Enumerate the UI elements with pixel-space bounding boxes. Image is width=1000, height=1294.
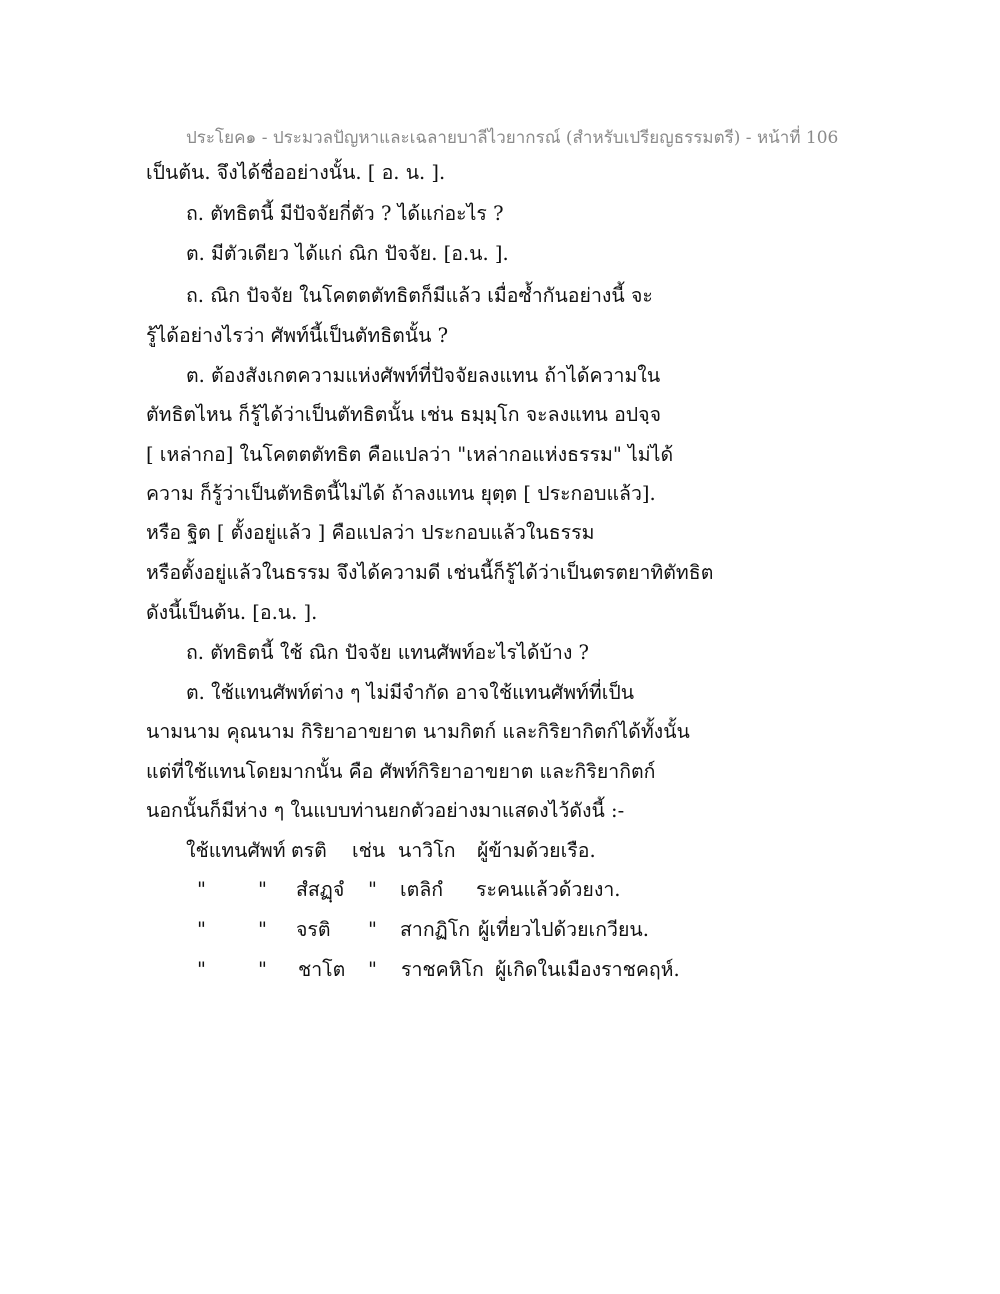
ditto-mark: " (197, 878, 206, 901)
body-line: หรือตั้งอยู่แล้วในธรรม จึงได้ความดี เช่นนี้ก็รู้ได้ว่าเป็นตรตยาทิตัทธิต (146, 561, 714, 584)
ditto-mark: " (197, 918, 206, 941)
table-cell-meaning: ผู้เกิดในเมืองราชคฤห์. (495, 958, 680, 981)
body-line: ต. ใช้แทนศัพท์ต่าง ๆ ไม่มีจำกัด อาจใช้แทนศัพท์ที่เป็น (186, 681, 635, 704)
body-line: ถ. ณิก ปัจจัย ในโคตตตัทธิตก็มีแล้ว เมื่อซ้ำกันอย่างนี้ จะ (186, 284, 653, 307)
body-line: ต. มีตัวเดียว ได้แก่ ณิก ปัจจัย. [อ.น. ]. (186, 242, 509, 265)
table-cell-meaning: ผู้เที่ยวไปด้วยเกวียน. (478, 918, 649, 941)
ditto-mark: " (197, 958, 206, 981)
table-cell-verb: สํสฏฺจํ (296, 878, 345, 901)
body-line: นอกนั้นก็มีห่าง ๆ ในแบบท่านยกตัวอย่างมาแสดงไว้ดังนี้ :- (146, 799, 625, 822)
body-line: เป็นต้น. จึงได้ชื่ออย่างนั้น. [ อ. น. ]. (146, 161, 446, 184)
page-header: ประโยค๑ - ประมวลปัญหาและเฉลายบาลีไวยากรณ์ (สำหรับเปรียญธรรมตรี) - หน้าที่ 106 (186, 128, 839, 148)
body-line: [ เหล่ากอ] ในโคตตตัทธิต คือแปลว่า "เหล่ากอแห่งธรรม" ไม่ได้ (146, 443, 674, 466)
body-line: ตัทธิตไหน ก็รู้ได้ว่าเป็นตัทธิตนั้น เช่น ธมฺมฺโก จะลงแทน อปจฺจ (146, 403, 662, 426)
table-cell-verb: ชาโต (298, 958, 346, 981)
body-line: รู้ได้อย่างไรว่า ศัพท์นี้เป็นตัทธิตนั้น ? (146, 324, 449, 347)
body-line: ถ. ตัทธิตนี้ มีปัจจัยกี่ตัว ? ได้แก่อะไร ? (186, 202, 504, 225)
table-cell-verb: ตรติ (291, 839, 327, 862)
body-line: ต. ต้องสังเกตความแห่งศัพท์ที่ปัจจัยลงแทน ถ้าได้ความใน (186, 364, 661, 387)
ditto-mark: " (258, 958, 267, 981)
body-line: หรือ ฐิต [ ตั้งอยู่แล้ว ] คือแปลว่า ประกอบแล้วในธรรม (146, 521, 595, 544)
ditto-mark: " (368, 918, 377, 941)
ditto-mark: " (368, 958, 377, 981)
table-cell-derived-word: ราชคหิโก (401, 958, 484, 981)
ditto-mark: " (368, 878, 377, 901)
table-cell-derived-word: เตลิกํ (400, 878, 444, 901)
table-cell-derived-word: สากฏิโก (400, 918, 471, 941)
body-line: ถ. ตัทธิตนี้ ใช้ ณิก ปัจจัย แทนศัพท์อะไรได้บ้าง ? (186, 641, 589, 664)
body-line: ดังนี้เป็นต้น. [อ.น. ]. (146, 601, 318, 624)
body-line: ความ ก็รู้ว่าเป็นตัทธิตนี้ไม่ได้ ถ้าลงแทน ยุตฺต [ ประกอบแล้ว]. (146, 482, 656, 505)
table-cell-word-type: ใช้แทนศัพท์ (186, 839, 286, 862)
table-cell-meaning: ระคนแล้วด้วยงา. (476, 878, 621, 901)
table-cell-verb: จรติ (296, 918, 331, 941)
table-cell-meaning: ผู้ข้ามด้วยเรือ. (477, 839, 596, 862)
ditto-mark: " (258, 878, 267, 901)
body-line: นามนาม คุณนาม กิริยาอาขยาต นามกิตก์ และกิริยากิตก์ได้ทั้งนั้น (146, 720, 690, 743)
table-cell-such-as: เช่น (352, 839, 386, 862)
ditto-mark: " (258, 918, 267, 941)
body-line: แต่ที่ใช้แทนโดยมากนั้น คือ ศัพท์กิริยาอาขยาต และกิริยากิตก์ (146, 760, 656, 783)
table-cell-derived-word: นาวิโก (398, 839, 456, 862)
